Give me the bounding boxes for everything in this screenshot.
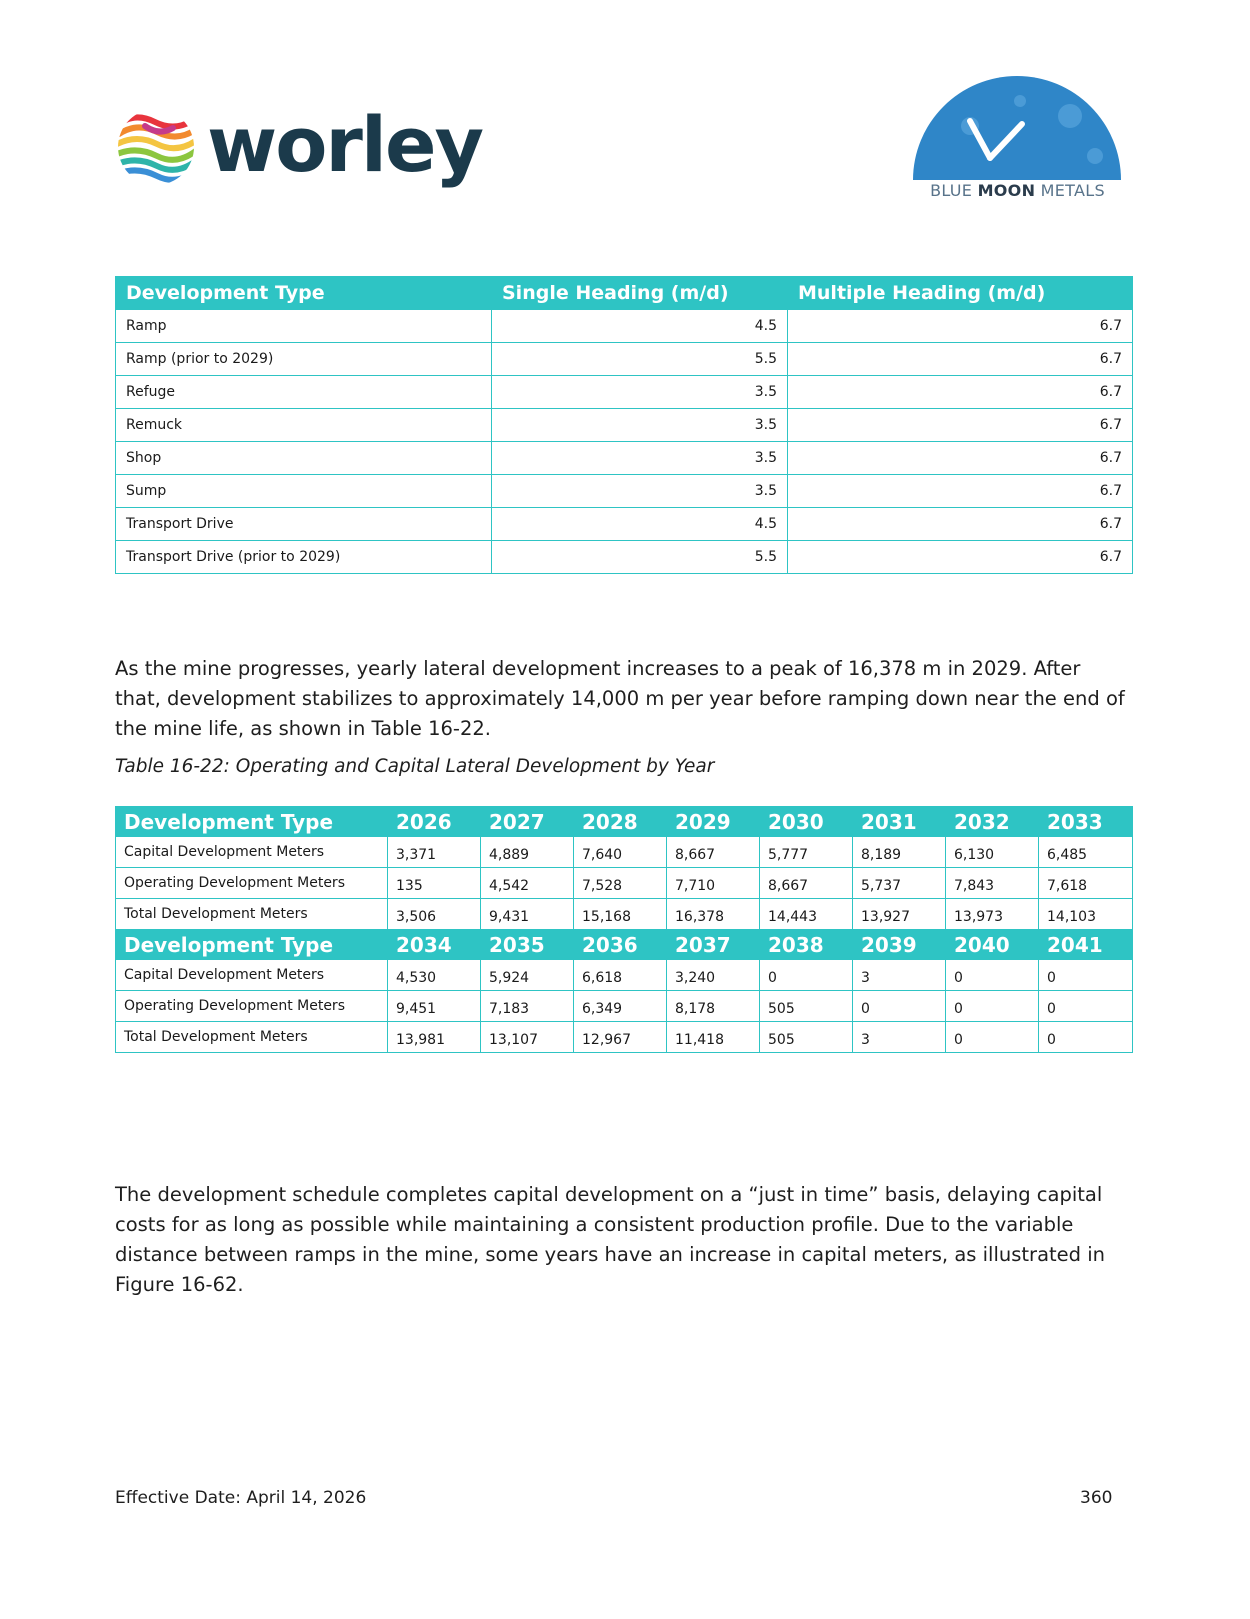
moon-clock-icon bbox=[910, 76, 1125, 186]
year-header: 2026 bbox=[388, 807, 481, 837]
table-cell: 7,618 bbox=[1039, 868, 1133, 899]
table-cell: 0 bbox=[946, 1022, 1039, 1053]
table-cell: 15,168 bbox=[574, 899, 667, 930]
column-header: Multiple Heading (m/d) bbox=[788, 277, 1133, 310]
development-by-year-table bbox=[115, 806, 1133, 1053]
single-heading-value: 5.5 bbox=[492, 541, 788, 574]
table-cell: 3 bbox=[853, 1022, 946, 1053]
page-number: 360 bbox=[1080, 1488, 1113, 1508]
year-header-row bbox=[116, 930, 1133, 960]
single-heading-value: 3.5 bbox=[492, 475, 788, 508]
table-cell: 14,103 bbox=[1039, 899, 1133, 930]
body-paragraph-2: The development schedule completes capital development on a “just in time” basis, delaying capital costs for as long as possible while maintaining a consistent production profile. Due to the variable distance between ramps in the mine, some years have an increase in capital meters, as illustrated in Figure 16-62. bbox=[115, 1182, 1106, 1296]
table-row bbox=[116, 409, 1133, 442]
year-header: 2040 bbox=[946, 930, 1039, 960]
year-header: 2030 bbox=[760, 807, 853, 837]
table-cell: 8,178 bbox=[667, 991, 760, 1022]
table-row bbox=[116, 837, 1133, 868]
table-cell: 6,349 bbox=[574, 991, 667, 1022]
table-row bbox=[116, 541, 1133, 574]
table-row bbox=[116, 343, 1133, 376]
year-header: 2032 bbox=[946, 807, 1039, 837]
table-row bbox=[116, 376, 1133, 409]
year-header: 2031 bbox=[853, 807, 946, 837]
table-cell: 14,443 bbox=[760, 899, 853, 930]
table-cell: 5,777 bbox=[760, 837, 853, 868]
table-cell: 0 bbox=[946, 960, 1039, 991]
year-header: 2033 bbox=[1039, 807, 1133, 837]
worley-mark-icon bbox=[115, 106, 197, 188]
table-cell: 8,667 bbox=[667, 837, 760, 868]
table-cell: 4,889 bbox=[481, 837, 574, 868]
column-header: Development Type bbox=[116, 930, 388, 960]
row-label: Transport Drive bbox=[116, 508, 492, 541]
column-header: Development Type bbox=[116, 807, 388, 837]
table-cell: 9,451 bbox=[388, 991, 481, 1022]
table-cell: 6,485 bbox=[1039, 837, 1133, 868]
single-heading-value: 3.5 bbox=[492, 442, 788, 475]
table-header-row bbox=[116, 277, 1133, 310]
table-cell: 7,183 bbox=[481, 991, 574, 1022]
body-paragraph-1: As the mine progresses, yearly lateral development increases to a peak of 16,378 m in 2029. After that, development stabilizes to approximately 14,000 m per year before ramping down near the end of the mine life, as shown in Table 16-22. bbox=[115, 656, 1125, 740]
multiple-heading-value: 6.7 bbox=[788, 409, 1133, 442]
single-heading-value: 3.5 bbox=[492, 409, 788, 442]
table-cell: 505 bbox=[760, 1022, 853, 1053]
table-cell: 0 bbox=[853, 991, 946, 1022]
single-heading-value: 4.5 bbox=[492, 508, 788, 541]
table-cell: 8,189 bbox=[853, 837, 946, 868]
multiple-heading-value: 6.7 bbox=[788, 376, 1133, 409]
table-cell: 13,107 bbox=[481, 1022, 574, 1053]
table-caption: Table 16-22: Operating and Capital Lateral Development by Year bbox=[115, 756, 715, 777]
multiple-heading-value: 6.7 bbox=[788, 343, 1133, 376]
multiple-heading-value: 6.7 bbox=[788, 541, 1133, 574]
table-cell: 5,737 bbox=[853, 868, 946, 899]
multiple-heading-value: 6.7 bbox=[788, 508, 1133, 541]
table-cell: 11,418 bbox=[667, 1022, 760, 1053]
table-row bbox=[116, 508, 1133, 541]
row-label: Sump bbox=[116, 475, 492, 508]
row-label: Operating Development Meters bbox=[116, 991, 388, 1022]
row-label: Total Development Meters bbox=[116, 899, 388, 930]
year-header: 2037 bbox=[667, 930, 760, 960]
row-label: Transport Drive (prior to 2029) bbox=[116, 541, 492, 574]
row-label: Operating Development Meters bbox=[116, 868, 388, 899]
single-heading-value: 5.5 bbox=[492, 343, 788, 376]
year-header: 2036 bbox=[574, 930, 667, 960]
single-heading-value: 4.5 bbox=[492, 310, 788, 343]
table-cell: 0 bbox=[1039, 991, 1133, 1022]
table-cell: 7,843 bbox=[946, 868, 1039, 899]
row-label: Remuck bbox=[116, 409, 492, 442]
table-cell: 7,710 bbox=[667, 868, 760, 899]
table-row bbox=[116, 991, 1133, 1022]
effective-date: Effective Date: April 14, 2026 bbox=[115, 1488, 367, 1508]
table-cell: 13,973 bbox=[946, 899, 1039, 930]
row-label: Refuge bbox=[116, 376, 492, 409]
row-label: Ramp (prior to 2029) bbox=[116, 343, 492, 376]
development-rates-table bbox=[115, 276, 1133, 574]
table-cell: 6,618 bbox=[574, 960, 667, 991]
table-row bbox=[116, 1022, 1133, 1053]
table-cell: 0 bbox=[1039, 1022, 1133, 1053]
row-label: Capital Development Meters bbox=[116, 837, 388, 868]
worley-logo bbox=[115, 100, 483, 190]
table-cell: 0 bbox=[760, 960, 853, 991]
table-row bbox=[116, 868, 1133, 899]
table-cell: 13,981 bbox=[388, 1022, 481, 1053]
row-label: Ramp bbox=[116, 310, 492, 343]
single-heading-value: 3.5 bbox=[492, 376, 788, 409]
year-header: 2034 bbox=[388, 930, 481, 960]
year-header: 2029 bbox=[667, 807, 760, 837]
table-cell: 135 bbox=[388, 868, 481, 899]
year-header: 2039 bbox=[853, 930, 946, 960]
table-cell: 4,530 bbox=[388, 960, 481, 991]
blue-moon-metals-logo bbox=[910, 76, 1125, 206]
multiple-heading-value: 6.7 bbox=[788, 442, 1133, 475]
worley-wordmark: worley bbox=[207, 100, 483, 189]
year-header: 2038 bbox=[760, 930, 853, 960]
column-header: Development Type bbox=[116, 277, 492, 310]
table-row bbox=[116, 475, 1133, 508]
table-row bbox=[116, 310, 1133, 343]
table-cell: 7,640 bbox=[574, 837, 667, 868]
table-row bbox=[116, 442, 1133, 475]
table-cell: 0 bbox=[1039, 960, 1133, 991]
table-cell: 7,528 bbox=[574, 868, 667, 899]
year-header: 2041 bbox=[1039, 930, 1133, 960]
table-cell: 16,378 bbox=[667, 899, 760, 930]
table-cell: 8,667 bbox=[760, 868, 853, 899]
table-cell: 3 bbox=[853, 960, 946, 991]
column-header: Single Heading (m/d) bbox=[492, 277, 788, 310]
row-label: Total Development Meters bbox=[116, 1022, 388, 1053]
table-cell: 4,542 bbox=[481, 868, 574, 899]
table-cell: 505 bbox=[760, 991, 853, 1022]
table-row bbox=[116, 899, 1133, 930]
table-cell: 3,371 bbox=[388, 837, 481, 868]
multiple-heading-value: 6.7 bbox=[788, 310, 1133, 343]
table-cell: 3,506 bbox=[388, 899, 481, 930]
multiple-heading-value: 6.7 bbox=[788, 475, 1133, 508]
table-cell: 6,130 bbox=[946, 837, 1039, 868]
year-header: 2027 bbox=[481, 807, 574, 837]
row-label: Capital Development Meters bbox=[116, 960, 388, 991]
year-header: 2035 bbox=[481, 930, 574, 960]
table-cell: 12,967 bbox=[574, 1022, 667, 1053]
table-cell: 9,431 bbox=[481, 899, 574, 930]
year-header: 2028 bbox=[574, 807, 667, 837]
table-cell: 13,927 bbox=[853, 899, 946, 930]
table-cell: 0 bbox=[946, 991, 1039, 1022]
table-cell: 3,240 bbox=[667, 960, 760, 991]
row-label: Shop bbox=[116, 442, 492, 475]
blue-moon-metals-text: BLUE MOON METALS bbox=[930, 181, 1105, 200]
table-cell: 5,924 bbox=[481, 960, 574, 991]
table-row bbox=[116, 960, 1133, 991]
year-header-row bbox=[116, 807, 1133, 837]
